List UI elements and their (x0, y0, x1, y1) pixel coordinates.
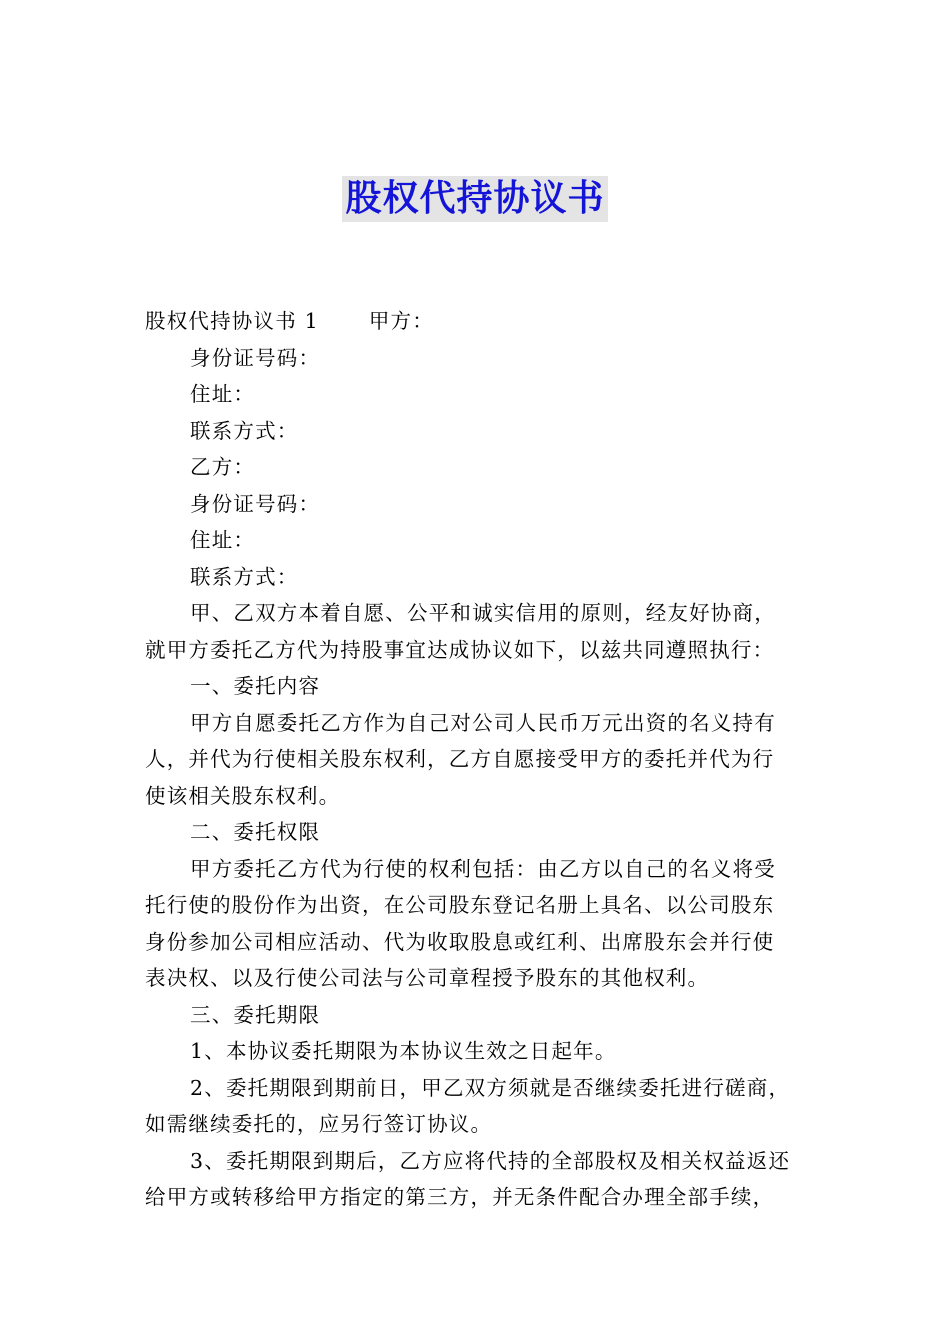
party-b-id-field: 身份证号码： (190, 491, 321, 516)
title-container (0, 176, 950, 222)
party-a-id-field: 身份证号码： (190, 345, 321, 370)
party-b-contact-field: 联系方式： (190, 564, 299, 589)
text-line: 2、委托期限到期前日，甲乙双方须就是否继续委托进行磋商， (190, 1075, 791, 1100)
text-line: 使该相关股东权利。 (145, 783, 341, 808)
section-heading: 二、委托权限 (190, 820, 321, 844)
party-a-label: 甲方： (368, 309, 434, 333)
section-heading: 一、委托内容 (190, 674, 321, 698)
text-line: 1、本协议委托期限为本协议生效之日起年。 (190, 1039, 617, 1063)
party-b-address-field: 住址： (190, 528, 256, 552)
party-b-label: 乙方： (190, 455, 256, 479)
text-line: 给甲方或转移给甲方指定的第三方，并无条件配合办理全部手续， (145, 1185, 775, 1209)
text-line: 甲、乙双方本着自愿、公平和诚实信用的原则，经友好协商， (190, 601, 776, 625)
header-line (145, 303, 810, 340)
text-line: 身份参加公司相应活动、代为收取股息或红利、出席股东会并行使 (145, 929, 775, 954)
text-line: 甲方委托乙方代为行使的权利包括：由乙方以自己的名义将受 (190, 856, 776, 881)
text-line: 人，并代为行使相关股东权利，乙方自愿接受甲方的委托并代为行 (145, 747, 775, 771)
text-line: 就甲方委托乙方代为持股事宜达成协议如下，以兹共同遵照执行： (145, 637, 775, 662)
document-title: 股权代持协议书 (342, 176, 607, 222)
header-label: 股权代持协议书 1 (145, 309, 319, 333)
text-line: 甲方自愿委托乙方作为自己对公司人民币万元出资的名义持有 (190, 710, 776, 735)
document-body (145, 303, 810, 1216)
party-a-contact-field: 联系方式： (190, 418, 299, 443)
text-line: 如需继续委托的，应另行签订协议。 (145, 1112, 493, 1136)
party-a-address-field: 住址： (190, 382, 256, 406)
text-line: 托行使的股份作为出资，在公司股东登记名册上具名、以公司股东 (145, 893, 775, 917)
section-heading: 三、委托期限 (190, 1002, 321, 1027)
text-line: 表决权、以及行使公司法与公司章程授予股东的其他权利。 (145, 966, 710, 990)
text-line: 3、委托期限到期后，乙方应将代持的全部股权及相关权益返还 (190, 1148, 791, 1173)
